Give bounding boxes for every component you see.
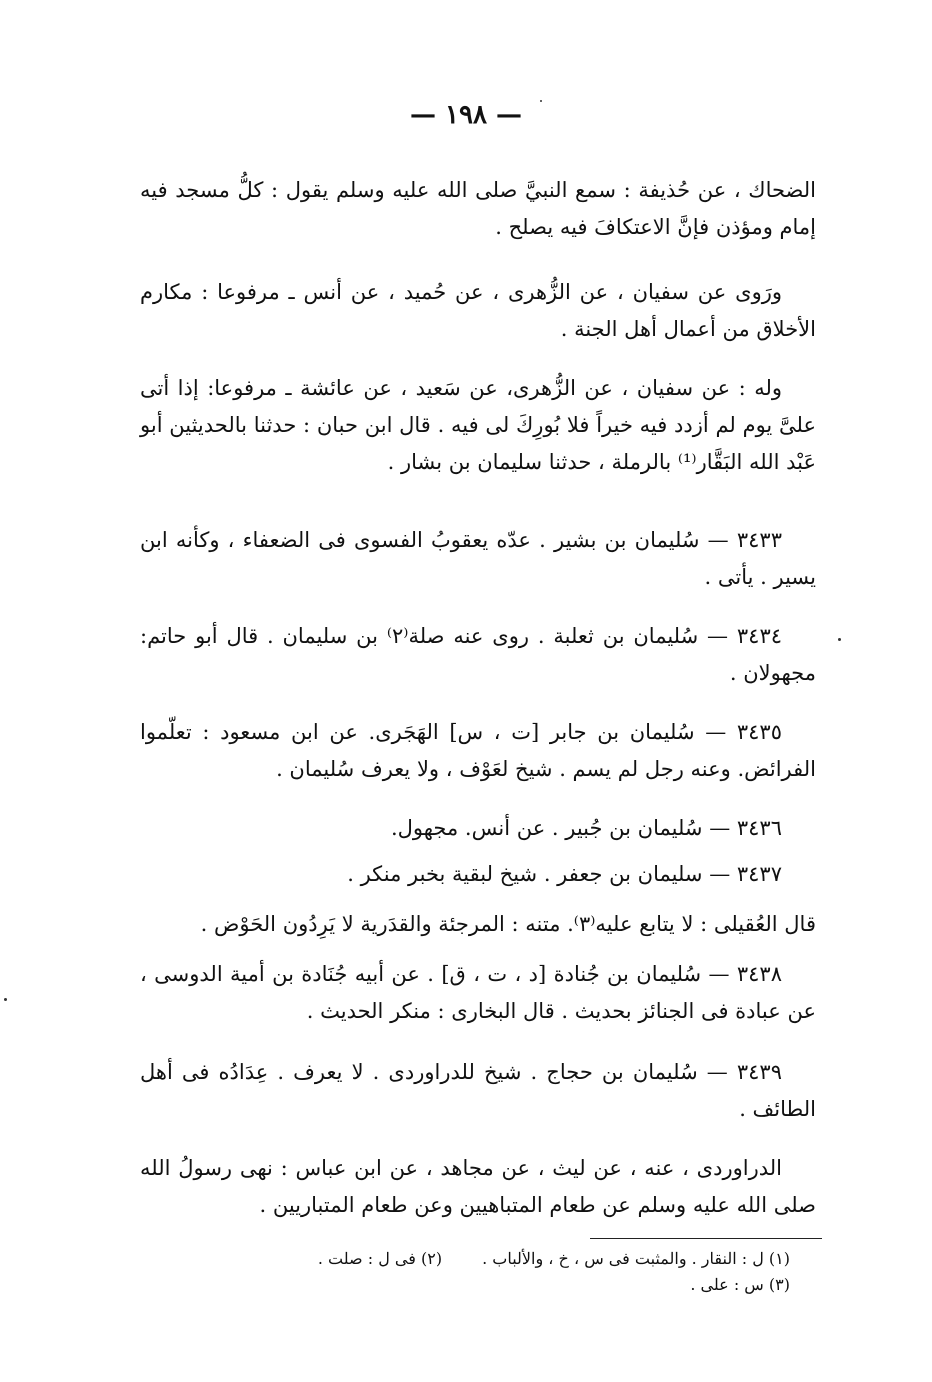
footnote-row — [230, 1272, 790, 1298]
ink-speck — [4, 998, 7, 1001]
entry-text: ٣٤٣٤ — سُليمان بن ثعلبة . روى عنه صلة⁽٢⁾ بن سليمان . قال أبو حاتم: مجهولان . — [140, 624, 816, 685]
footnote-3: (٣) س : على . — [690, 1275, 790, 1294]
ink-speck — [838, 638, 841, 641]
entry-3434 — [140, 618, 816, 692]
entry-3435 — [140, 714, 816, 788]
paragraph-text: الضحاك ، عن حُذيفة : سمع النبيَّ صلى الله عليه وسلم يقول : كلُّ مسجد فيه إمام ومؤذن فإنَّ الاعتكافَ فيه يصلح . — [140, 178, 816, 239]
entry-3437 — [140, 856, 816, 893]
entry-text: ٣٤٣٦ — سُليمان بن جُبير . عن أنس. مجهول. — [390, 816, 782, 840]
footnote-1: (١) ل : النقار . والمثبت فى س ، خ ، والألباب . — [482, 1249, 790, 1268]
paragraph-uqayli — [140, 906, 816, 943]
paragraph-text: قال العُقيلى : لا يتابع عليه⁽٣⁾. متنه : المرجئة والقدَرية لا يَرِدُون الحَوْض . — [200, 912, 816, 936]
paragraph-text: وله : عن سفيان ، عن الزُّهرى، عن سَعيد ، عن عائشة ـ مرفوعا: إذا أتى علىَّ يوم لم أزدد فيه خيراً فلا بُورِكَ لى فيه . قال ابن حبان : حدثنا بالحديثين أبو عَبْد الله البَقَّار⁽¹⁾ بالرملة ، حدثنا سليمان بن بشار . — [140, 376, 816, 474]
entry-text: ٣٤٣٩ — سُليمان بن حجاج . شيخ للدراوردى . لا يعرف . عِدَادُه فى أهل الطائف . — [140, 1060, 816, 1121]
ink-speck — [540, 100, 542, 102]
entry-text: ٣٤٣٨ — سُليمان بن جُنادة [د ، ت ، ق] . عن أبيه جُنَادة بن أمية الدوسى ، عن عبادة فى الجنائز بحديث . قال البخارى : منكر الحديث . — [140, 962, 816, 1023]
page-number: — ١٩٨ — — [409, 100, 523, 130]
paragraph-hudhayfa — [140, 172, 816, 246]
entry-3433 — [140, 522, 816, 596]
footnote-2: (٢) فى ل : صلت . — [317, 1249, 443, 1268]
paragraph-aisha — [140, 370, 816, 481]
entry-3439 — [140, 1054, 816, 1128]
entry-text: ٣٤٣٥ — سُليمان بن جابر [ت ، س] الهَجَرى. عن ابن مسعود : تعلّموا الفرائض. وعنه رجل لم يسم . شيخ لعَوْف ، ولا يعرف سُليمان . — [140, 720, 816, 781]
footnote-row — [230, 1246, 790, 1272]
entry-text: ٣٤٣٧ — سليمان بن جعفر . شيخ لبقية بخبر منكر . — [347, 862, 782, 886]
paragraph-text: الدراوردى ، عنه ، عن ليث ، عن مجاهد ، عن ابن عباس : نهى رسولُ الله صلى الله عليه وسلم عن طعام المتباهيين وعن طعام المتباريين . — [140, 1156, 816, 1217]
paragraph-text: ورَوى عن سفيان ، عن الزُّهرى ، عن حُميد ، عن أنس ـ مرفوعا : مكارم الأخلاق من أعمال أهل الجنة . — [140, 280, 816, 341]
entry-3438 — [140, 956, 816, 1030]
entry-text: ٣٤٣٣ — سُليمان بن بشير . عدّه يعقوبُ الفسوى فى الضعفاء ، وكأنه ابن يسير . يأتى . — [140, 528, 816, 589]
paragraph-anas — [140, 274, 816, 348]
footnotes — [230, 1246, 790, 1298]
footnote-divider — [590, 1238, 822, 1239]
paragraph-darawardi — [140, 1150, 816, 1224]
entry-3436 — [140, 810, 816, 847]
